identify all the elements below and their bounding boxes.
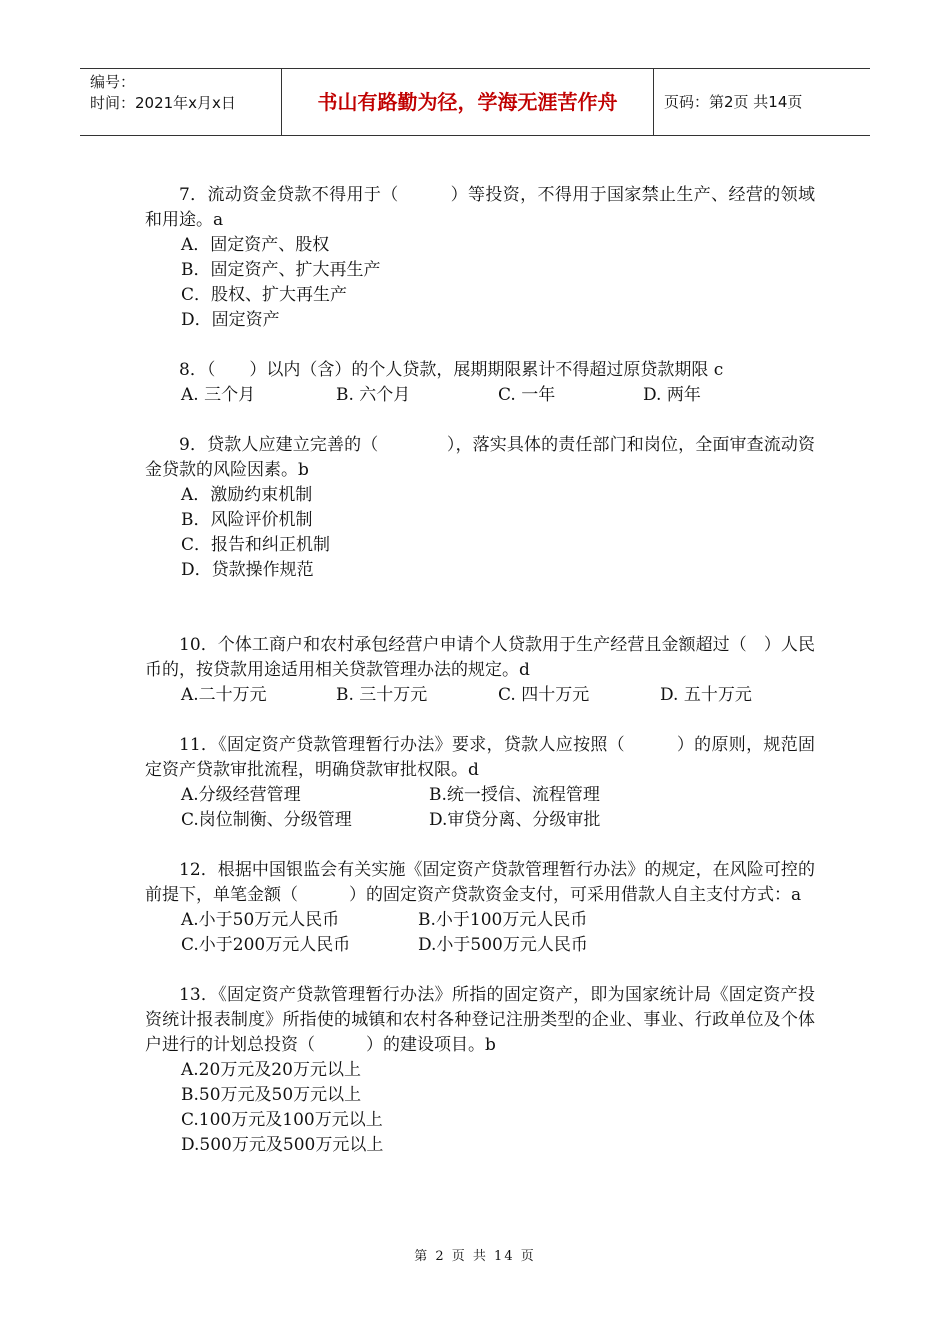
option-b: B．固定资产、扩大再生产 (181, 260, 381, 280)
question-11 (145, 733, 815, 833)
option-row (145, 783, 815, 808)
question-7 (145, 183, 815, 333)
option-row (145, 933, 815, 958)
question-13 (145, 983, 815, 1158)
question-9 (145, 433, 815, 583)
option-row (145, 908, 815, 933)
option-c: C.岗位制衡、分级管理 (181, 810, 352, 830)
question-stem: 7．流动资金贷款不得用于（ ）等投资，不得用于国家禁止生产、经营的领域和用途。a (145, 185, 815, 230)
option-c: C．股权、扩大再生产 (181, 285, 348, 305)
option-d: D.审贷分离、分级审批 (429, 810, 601, 830)
option-a: A.20万元及20万元以上 (181, 1060, 361, 1080)
option-b: B．风险评价机制 (181, 510, 313, 530)
question-stem: 11．《固定资产贷款管理暂行办法》要求，贷款人应按照（ ）的原则，规范固定资产贷款审批流程，明确贷款审批权限。d (145, 735, 815, 780)
option-d: D．贷款操作规范 (181, 560, 314, 580)
option-d: D．固定资产 (181, 310, 280, 330)
question-stem: 9．贷款人应建立完善的（ ），落实具体的责任部门和岗位，全面审查流动资金贷款的风险因素。b (145, 435, 815, 480)
page-header (80, 68, 870, 136)
question-10 (145, 633, 815, 708)
option-c: C.100万元及100万元以上 (181, 1110, 383, 1130)
option-row (145, 808, 815, 833)
header-page-info: 页码：第2页 共14页 (664, 93, 803, 111)
document-date: 时间：2021年x月x日 (90, 94, 236, 112)
question-stem: 10．个体工商户和农村承包经营户申请个人贷款用于生产经营且金额超过（ ）人民币的，按贷款用途适用相关贷款管理办法的规定。d (145, 635, 815, 680)
option-a: A.二十万元 (181, 685, 267, 705)
question-12 (145, 858, 815, 958)
header-meta-cell (80, 69, 282, 135)
question-stem: 12．根据中国银监会有关实施《固定资产贷款管理暂行办法》的规定，在风险可控的前提下，单笔金额（ ）的固定资产贷款资金支付，可采用借款人自主支付方式：a (145, 860, 815, 905)
page-footer: 第 2 页 共 14 页 (414, 1249, 536, 1264)
option-b: B.统一授信、流程管理 (429, 785, 600, 805)
question-8 (145, 358, 815, 408)
option-a: A. 三个月 (181, 385, 256, 405)
option-b: B. 三十万元 (336, 685, 428, 705)
option-a: A．固定资产、股权 (181, 235, 330, 255)
option-d: D. 五十万元 (660, 685, 752, 705)
option-b: B.小于100万元人民币 (418, 910, 588, 930)
option-c: C. 四十万元 (498, 685, 590, 705)
option-d: D. 两年 (643, 385, 701, 405)
option-a: A.分级经营管理 (181, 785, 301, 805)
option-c: C. 一年 (498, 385, 556, 405)
question-stem: 13．《固定资产贷款管理暂行办法》所指的固定资产，即为国家统计局《固定资产投资统计报表制度》所指使的城镇和农村各种登记注册类型的企业、事业、行政单位及个体户进行的计划总投资（ ）的建设项目。b (145, 985, 815, 1055)
option-row (145, 683, 815, 708)
option-b: B.50万元及50万元以上 (181, 1085, 362, 1105)
document-number-label: 编号： (90, 73, 136, 91)
option-d: D.小于500万元人民币 (418, 935, 588, 955)
option-b: B. 六个月 (336, 385, 411, 405)
option-row (145, 383, 815, 408)
option-c: C.小于200万元人民币 (181, 935, 351, 955)
option-a: A．激励约束机制 (181, 485, 313, 505)
option-c: C．报告和纠正机制 (181, 535, 331, 555)
question-stem: 8．（ ）以内（含）的个人贷款，展期期限累计不得超过原贷款期限 c (179, 360, 724, 380)
option-a: A.小于50万元人民币 (181, 910, 340, 930)
question-list (145, 183, 815, 1183)
option-d: D.500万元及500万元以上 (181, 1135, 384, 1155)
header-motto: 书山有路勤为径，学海无涯苦作舟 (282, 69, 654, 135)
